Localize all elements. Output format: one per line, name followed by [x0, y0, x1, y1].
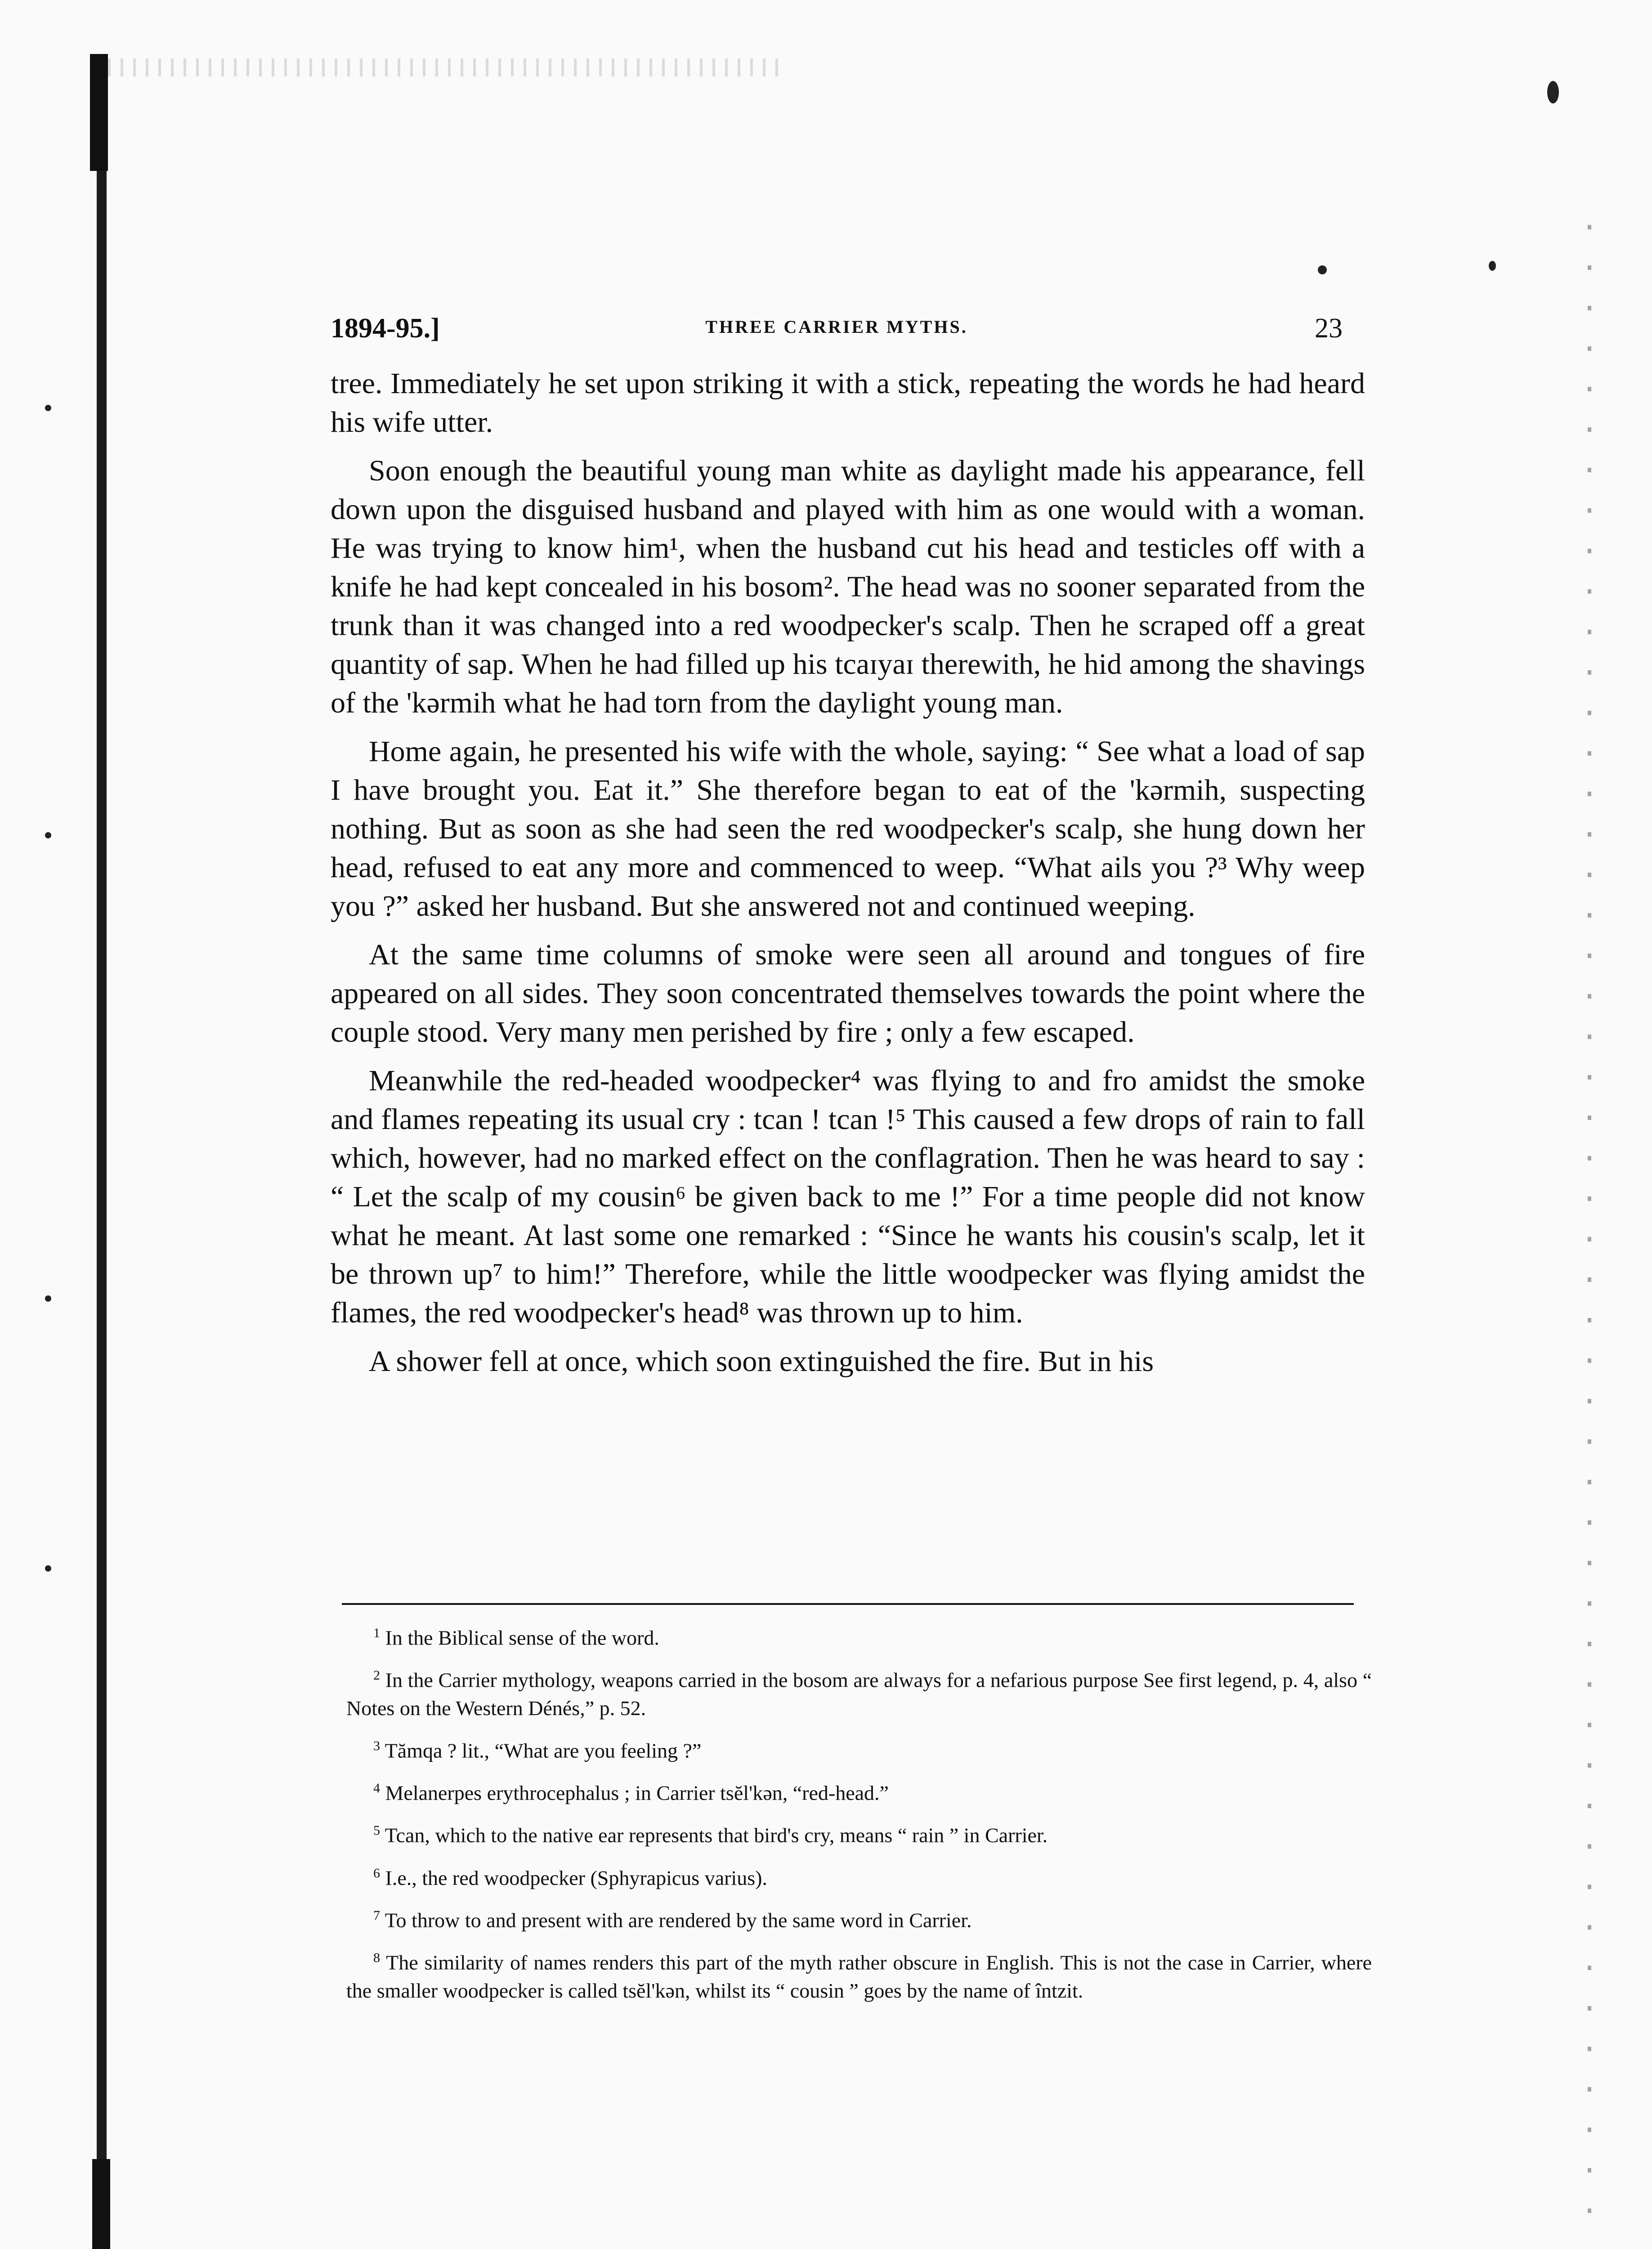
paragraph: Meanwhile the red-headed woodpecker⁴ was flying to and fro amidst the smoke and flames repeating its usual cry : tcan ! tcan !⁵ This caused a few drops of rain to fall which, however, had no marked effect on the conflagration. Then he was heard to say : “ Let the scalp of my cousin⁶ be given back to me !” For a time people did not know what he meant. At last some one remarked : “Since he wants his cousin's scalp, let it be thrown up⁷ to him!” Therefore, while the little woodpecker was flying amidst the flames, the red woodpecker's head⁸ was thrown up to him. — [331, 1064, 1365, 1329]
footnote-text: In the Biblical sense of the word. — [385, 1626, 659, 1649]
footnote — [346, 1619, 1372, 1652]
footnote-text: To throw to and present with are rendered by the same word in Carrier. — [385, 1909, 972, 1932]
footnote-text: I.e., the red woodpecker (Sphyrapicus varius). — [385, 1866, 767, 1889]
footnote-mark: 7 — [373, 1908, 380, 1923]
scan-edge-dots — [1588, 225, 1591, 2249]
footnote — [346, 1774, 1372, 1807]
footnote-mark: 3 — [373, 1738, 380, 1753]
paragraph: tree. Immediately he set upon striking it with a stick, repeating the words he had heard his wife utter. — [331, 367, 1365, 439]
paragraph: Home again, he presented his wife with the whole, saying: “ See what a load of sap I have brought you. Eat it.” She therefore began to eat of the 'kərmih, suspecting nothing. But as soon as she had seen the red woodpecker's scalp, she hung down her head, refused to eat any more and commenced to weep. “What ails you ?³ Why weep you ?” asked her husband. But she answered not and continued weeping. — [331, 735, 1365, 923]
footnote-text: In the Carrier mythology, weapons carried in the bosom are always for a nefarious purpose See first legend, p. 4, also “ Notes on the Western Dénés,” p. 52. — [346, 1668, 1372, 1720]
scan-binding-shadow — [97, 67, 107, 2249]
footnote — [346, 1859, 1372, 1892]
paragraph: A shower fell at once, which soon extinguished the fire. But in his — [369, 1345, 1154, 1378]
body-text — [331, 364, 1365, 1391]
running-title: THREE CARRIER MYTHS. — [705, 317, 968, 337]
page-header — [331, 313, 1343, 353]
scan-noise-top — [108, 58, 783, 76]
footnote-mark: 6 — [373, 1865, 380, 1881]
paragraph: At the same time columns of smoke were seen all around and tongues of fire appeared on all sides. They soon concentrated themselves towards the point where the couple stood. Very many men perished by fire ; only a few escaped. — [331, 938, 1365, 1048]
scan-speck — [1318, 265, 1327, 274]
footnote-rule — [342, 1603, 1354, 1605]
scan-binding-shadow-top — [90, 54, 108, 171]
scan-speck — [1489, 261, 1496, 271]
footnote-mark: 1 — [373, 1626, 380, 1640]
footnote — [346, 1732, 1372, 1765]
footnote-text: Melanerpes erythrocephalus ; in Carrier tsĕl'kən, “red-head.” — [385, 1781, 889, 1805]
footnote — [346, 1662, 1372, 1722]
footnote-mark: 8 — [373, 1950, 380, 1966]
footnote — [346, 1944, 1372, 2004]
scan-speck — [45, 405, 51, 411]
footnote-mark: 4 — [373, 1780, 380, 1796]
volume-year: 1894-95.] — [331, 313, 440, 344]
scan-speck — [45, 1565, 51, 1572]
footnote-text: Tcan, which to the native ear represents that bird's cry, means “ rain ” in Carrier. — [385, 1823, 1048, 1847]
footnote-mark: 2 — [373, 1668, 380, 1683]
footnote-mark: 5 — [373, 1823, 380, 1838]
footnote-text: Tămqa ? lit., “What are you feeling ?” — [385, 1738, 702, 1762]
page-number: 23 — [1315, 313, 1343, 344]
paragraph: Soon enough the beautiful young man white as daylight made his appearance, fell down upon the disguised husband and played with him as one would with a woman. He was trying to know him¹, when the husband cut his head and testicles off with a knife he had kept concealed in his bosom². The head was no sooner separated from the trunk than it was changed into a red woodpecker's scalp. Then he scraped off a great quantity of sap. When he had filled up his tcaɪyaɪ therewith, he hid among the shavings of the 'kərmih what he had torn from the daylight young man. — [331, 454, 1365, 719]
scan-binding-shadow-bottom — [92, 2159, 110, 2249]
footnote — [346, 1817, 1372, 1849]
scan-speck — [45, 1295, 51, 1302]
scan-speck — [1547, 81, 1559, 103]
scan-speck — [45, 832, 51, 838]
footnote — [346, 1902, 1372, 1934]
footnotes — [346, 1619, 1372, 2015]
footnote-text: The similarity of names renders this part of the myth rather obscure in English. This is not the case in Carrier, where the smaller woodpecker is called tsĕl'kən, whilst its “ cousin ” goes by the name of întzit. — [346, 1951, 1372, 2002]
